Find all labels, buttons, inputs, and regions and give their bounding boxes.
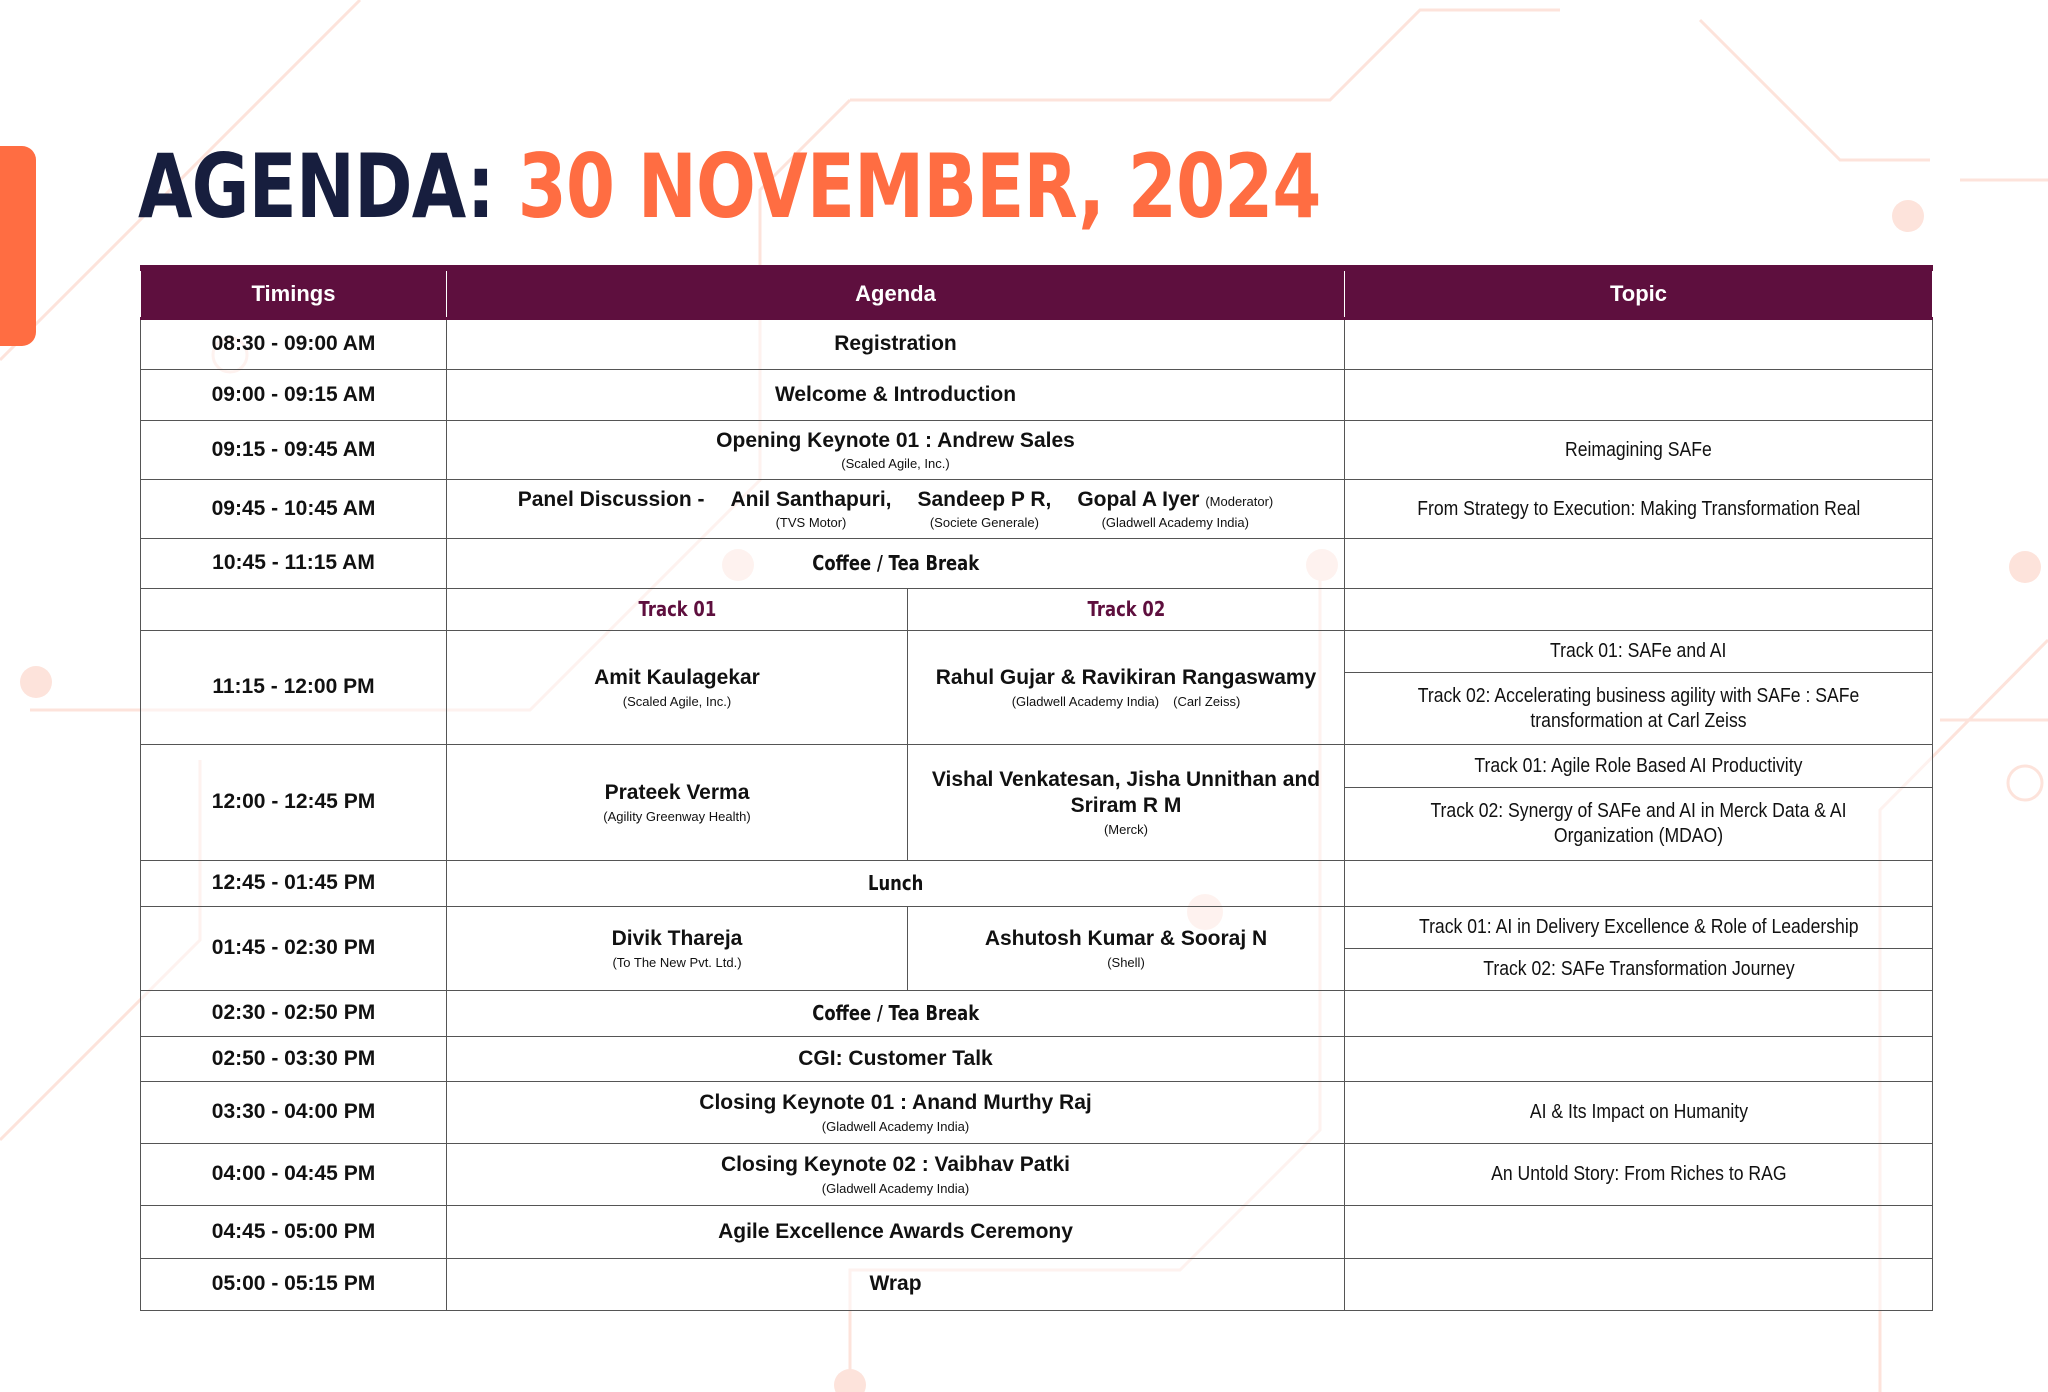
speaker-org: (Agility Greenway Health) bbox=[603, 808, 751, 824]
topic-cell bbox=[1345, 319, 1933, 370]
track-01-label: Track 01 bbox=[638, 597, 716, 621]
break-label: Coffee / Tea Break bbox=[812, 1001, 979, 1025]
topic-cell bbox=[1345, 745, 1933, 788]
title-date: 30 NOVEMBER, 2024 bbox=[517, 135, 1321, 238]
topic-text: AI & Its Impact on Humanity bbox=[1529, 1101, 1748, 1123]
time-cell: 04:00 - 04:45 PM bbox=[141, 1144, 447, 1206]
table-header-row bbox=[141, 268, 1933, 319]
table-row bbox=[141, 991, 1933, 1037]
speaker-org: (Gladwell Academy India) bbox=[1011, 693, 1160, 709]
speaker-org: (Merck) bbox=[1103, 821, 1149, 837]
topic-text: Track 01: SAFe and AI bbox=[1550, 640, 1727, 662]
moderator-role: (Moderator) bbox=[1205, 493, 1274, 509]
time-cell: 09:15 - 09:45 AM bbox=[141, 421, 447, 480]
topic-cell bbox=[1345, 788, 1933, 861]
table-row bbox=[141, 1037, 1933, 1082]
header-timings: Timings bbox=[141, 268, 447, 319]
table-row bbox=[141, 370, 1933, 421]
session-title: Closing Keynote 01 : Anand Murthy Raj bbox=[699, 1091, 1092, 1115]
speaker-org: (Shell) bbox=[1107, 954, 1145, 970]
panelist bbox=[918, 487, 1052, 532]
time-cell: 03:30 - 04:00 PM bbox=[141, 1082, 447, 1144]
speaker-name: Vishal Venkatesan, Jisha Unnithan and Sriram R M bbox=[931, 768, 1321, 818]
panelist-name: Anil Santhapuri, bbox=[730, 487, 892, 511]
panelist bbox=[730, 487, 891, 532]
panel-discussion-cell bbox=[447, 480, 1345, 539]
speaker-orgs bbox=[914, 692, 1338, 710]
time-cell: 09:00 - 09:15 AM bbox=[141, 370, 447, 421]
speaker-name: Prateek Verma bbox=[604, 781, 750, 805]
track-02-cell bbox=[908, 745, 1345, 861]
topic-cell bbox=[1345, 539, 1933, 589]
table-row bbox=[141, 1082, 1933, 1144]
table-row bbox=[141, 539, 1933, 589]
topic-text: Track 01: AI in Delivery Excellence & Role of Leadership bbox=[1418, 916, 1859, 938]
agenda-cell: Agile Excellence Awards Ceremony bbox=[447, 1206, 1345, 1259]
track-label-cell bbox=[447, 589, 908, 631]
speaker-org: (Gladwell Academy India) bbox=[821, 1118, 970, 1134]
topic-cell bbox=[1345, 421, 1933, 480]
agenda-cell bbox=[447, 539, 1345, 589]
time-cell: 04:45 - 05:00 PM bbox=[141, 1206, 447, 1259]
topic-text: An Untold Story: From Riches to RAG bbox=[1490, 1163, 1787, 1185]
panel-label: Panel Discussion - bbox=[517, 487, 705, 511]
speaker-name: Amit Kaulagekar bbox=[594, 666, 760, 690]
time-cell: 12:00 - 12:45 PM bbox=[141, 745, 447, 861]
topic-cell bbox=[1345, 1206, 1933, 1259]
track-02-cell bbox=[908, 907, 1345, 991]
table-row bbox=[141, 1206, 1933, 1259]
session-title: Closing Keynote 02 : Vaibhav Patki bbox=[721, 1153, 1070, 1177]
table-row bbox=[141, 631, 1933, 673]
topic-text: Track 02: Accelerating business agility with SAFe : SAFe transformation at Carl Zeiss bbox=[1417, 684, 1860, 732]
table-row bbox=[141, 319, 1933, 370]
break-label: Coffee / Tea Break bbox=[812, 551, 979, 575]
time-cell: 11:15 - 12:00 PM bbox=[141, 631, 447, 745]
agenda-cell bbox=[447, 861, 1345, 907]
topic-cell bbox=[1345, 1082, 1933, 1144]
topic-cell bbox=[1345, 480, 1933, 539]
page-title bbox=[138, 132, 1321, 242]
topic-text: Track 01: Agile Role Based AI Productivity bbox=[1474, 754, 1803, 777]
header-agenda: Agenda bbox=[447, 268, 1345, 319]
agenda-table bbox=[140, 265, 1933, 1311]
speaker-org: (To The New Pvt. Ltd.) bbox=[612, 954, 742, 970]
title-prefix: AGENDA: bbox=[138, 135, 495, 238]
time-cell: 08:30 - 09:00 AM bbox=[141, 319, 447, 370]
agenda-cell bbox=[447, 1082, 1345, 1144]
topic-text: From Strategy to Execution: Making Transformation Real bbox=[1416, 497, 1861, 520]
agenda-cell bbox=[447, 991, 1345, 1037]
time-cell: 01:45 - 02:30 PM bbox=[141, 907, 447, 991]
topic-text: Track 02: Synergy of SAFe and AI in Merck Data & AI Organization (MDAO) bbox=[1430, 800, 1847, 847]
moderator-org: (Gladwell Academy India) bbox=[1101, 515, 1249, 530]
speaker-org: (Scaled Agile, Inc.) bbox=[841, 456, 950, 471]
speaker-org: (Scaled Agile, Inc.) bbox=[622, 693, 732, 709]
agenda-cell: Registration bbox=[447, 319, 1345, 370]
orange-accent-tab bbox=[0, 146, 36, 346]
table-row bbox=[141, 421, 1933, 480]
track-01-cell bbox=[447, 907, 908, 991]
agenda-cell bbox=[447, 421, 1345, 480]
track-02-label: Track 02 bbox=[1087, 597, 1165, 621]
header-topic: Topic bbox=[1345, 268, 1933, 319]
topic-text: Reimagining SAFe bbox=[1565, 438, 1712, 461]
topic-text: Track 02: SAFe Transformation Journey bbox=[1482, 958, 1795, 980]
topic-cell bbox=[1345, 589, 1933, 631]
track-02-cell bbox=[908, 631, 1345, 745]
speaker-name: Ashutosh Kumar & Sooraj N bbox=[984, 927, 1268, 951]
track-01-cell bbox=[447, 745, 908, 861]
topic-cell bbox=[1345, 1259, 1933, 1311]
speaker-name: Divik Thareja bbox=[611, 927, 743, 951]
time-cell: 05:00 - 05:15 PM bbox=[141, 1259, 447, 1311]
panel-grid bbox=[453, 487, 1338, 532]
table-row bbox=[141, 745, 1933, 788]
topic-cell bbox=[1345, 673, 1933, 745]
panelist-name: Sandeep P R, bbox=[917, 487, 1052, 511]
time-cell: 02:30 - 02:50 PM bbox=[141, 991, 447, 1037]
time-cell bbox=[141, 589, 447, 631]
topic-cell bbox=[1345, 949, 1933, 991]
topic-cell bbox=[1345, 1037, 1933, 1082]
topic-cell bbox=[1345, 861, 1933, 907]
time-cell: 09:45 - 10:45 AM bbox=[141, 480, 447, 539]
track-label-cell bbox=[908, 589, 1345, 631]
time-cell: 10:45 - 11:15 AM bbox=[141, 539, 447, 589]
moderator bbox=[1077, 487, 1273, 532]
lunch-label: Lunch bbox=[867, 871, 924, 895]
table-row bbox=[141, 1144, 1933, 1206]
topic-cell bbox=[1345, 370, 1933, 421]
topic-cell bbox=[1345, 1144, 1933, 1206]
agenda-cell bbox=[447, 1144, 1345, 1206]
moderator-name: Gopal A Iyer bbox=[1077, 487, 1200, 511]
time-cell: 02:50 - 03:30 PM bbox=[141, 1037, 447, 1082]
speaker-name: Rahul Gujar & Ravikiran Rangaswamy bbox=[935, 666, 1317, 690]
time-cell: 12:45 - 01:45 PM bbox=[141, 861, 447, 907]
agenda-cell: CGI: Customer Talk bbox=[447, 1037, 1345, 1082]
table-row bbox=[141, 907, 1933, 949]
session-title: Opening Keynote 01 : Andrew Sales bbox=[716, 428, 1075, 452]
speaker-org: (Gladwell Academy India) bbox=[821, 1180, 970, 1196]
track-01-cell bbox=[447, 631, 908, 745]
agenda-cell: Welcome & Introduction bbox=[447, 370, 1345, 421]
table-row bbox=[141, 480, 1933, 539]
topic-cell bbox=[1345, 907, 1933, 949]
table-row bbox=[141, 1259, 1933, 1311]
topic-cell bbox=[1345, 991, 1933, 1037]
speaker-org: (Carl Zeiss) bbox=[1173, 693, 1241, 709]
table-row bbox=[141, 861, 1933, 907]
panelist-org: (Societe Generale) bbox=[929, 515, 1039, 530]
topic-cell bbox=[1345, 631, 1933, 673]
track-header-row bbox=[141, 589, 1933, 631]
agenda-cell: Wrap bbox=[447, 1259, 1345, 1311]
panelist-org: (TVS Motor) bbox=[775, 515, 847, 530]
